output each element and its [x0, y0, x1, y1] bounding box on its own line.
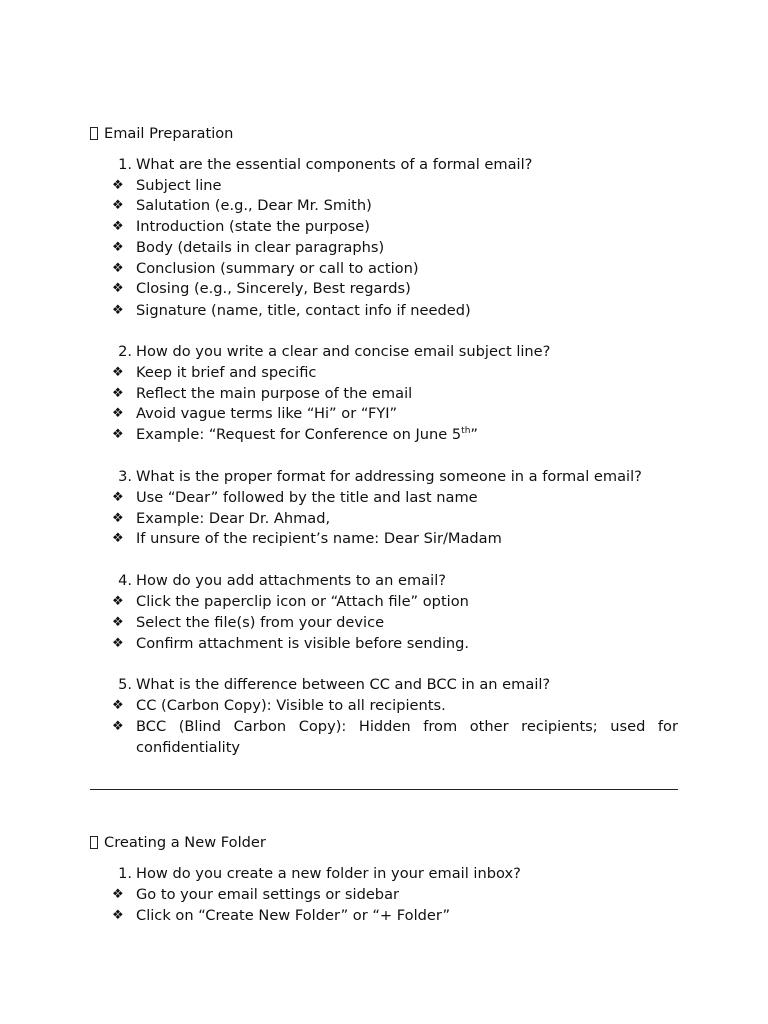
- section-title: Email Preparation: [104, 125, 234, 142]
- list-item-text: Keep it brief and specific: [136, 364, 317, 381]
- question-2: [112, 341, 678, 362]
- list-item: [112, 487, 678, 508]
- closing-quote: ”: [470, 426, 478, 443]
- list-item-text: Go to your email settings or sidebar: [136, 886, 400, 903]
- list-item-text: Avoid vague terms like “Hi” or “FYI”: [136, 405, 398, 422]
- list-item: [112, 175, 678, 196]
- list-item-text: Signature (name, title, contact info if needed): [136, 302, 471, 319]
- diamond-bullet-icon: ❖: [112, 219, 124, 234]
- diamond-bullet-icon: ❖: [112, 719, 124, 734]
- diamond-bullet-icon: ❖: [112, 908, 124, 923]
- list-item: [112, 403, 678, 424]
- word: from: [423, 718, 458, 735]
- diamond-bullet-icon: ❖: [112, 427, 124, 442]
- question-3: [112, 466, 678, 487]
- list-item: [112, 528, 678, 549]
- list-item: [112, 237, 678, 258]
- diamond-bullet-icon: ❖: [112, 386, 124, 401]
- section-heading-email-preparation: [90, 123, 233, 144]
- word: for: [657, 718, 678, 735]
- section-heading-creating-new-folder: [90, 832, 266, 853]
- list-item-text: Click the paperclip icon or “Attach file” option: [136, 593, 469, 610]
- diamond-bullet-icon: ❖: [112, 178, 124, 193]
- list-item: [112, 362, 678, 383]
- list-item-text: Salutation (e.g., Dear Mr. Smith): [136, 197, 372, 214]
- list-item: [112, 216, 678, 237]
- word: Copy):: [298, 718, 347, 735]
- word: used: [610, 718, 646, 735]
- list-item-text: Click on “Create New Folder” or “+ Folder”: [136, 907, 451, 924]
- question-1: [112, 154, 678, 175]
- question-number: 1.: [118, 865, 132, 882]
- list-item: [112, 695, 678, 716]
- list-item: [112, 424, 678, 445]
- list-item: [112, 905, 678, 926]
- diamond-bullet-icon: ❖: [112, 490, 124, 505]
- question-number: 2.: [118, 343, 132, 360]
- question-number: 1.: [118, 156, 132, 173]
- word: recipients;: [521, 718, 598, 735]
- list-item-text: Reflect the main purpose of the email: [136, 385, 413, 402]
- ordinal-superscript: th: [461, 426, 471, 436]
- diamond-bullet-icon: ❖: [112, 887, 124, 902]
- question-text: What is the difference between CC and BCC in an email?: [136, 676, 551, 693]
- list-item-text: Use “Dear” followed by the title and last name: [136, 489, 478, 506]
- diamond-bullet-icon: ❖: [112, 303, 124, 318]
- question-text: How do you write a clear and concise email subject line?: [136, 343, 551, 360]
- diamond-bullet-icon: ❖: [112, 281, 124, 296]
- list-item-text-justified: [136, 716, 678, 737]
- list-item: [112, 884, 678, 905]
- list-item-text: Body (details in clear paragraphs): [136, 239, 385, 256]
- word: (Blind: [178, 718, 222, 735]
- diamond-bullet-icon: ❖: [112, 698, 124, 713]
- list-item: [112, 278, 678, 299]
- list-item: [112, 258, 678, 279]
- list-item-text: Example: Dear Dr. Ahmad,: [136, 510, 331, 527]
- diamond-bullet-icon: ❖: [112, 615, 124, 630]
- list-item: [112, 633, 678, 654]
- word: Carbon: [233, 718, 287, 735]
- question-number: 4.: [118, 572, 132, 589]
- example-text: Example: “Request for Conference on June 5: [136, 426, 462, 443]
- list-item-text: If unsure of the recipient’s name: Dear Sir/Madam: [136, 530, 502, 547]
- word: BCC: [136, 718, 167, 735]
- diamond-bullet-icon: ❖: [112, 261, 124, 276]
- list-item-text: Closing (e.g., Sincerely, Best regards): [136, 280, 411, 297]
- question-number: 5.: [118, 676, 132, 693]
- question-1: [112, 863, 678, 884]
- question-5: [112, 674, 678, 695]
- list-item-text: confidentiality: [136, 739, 241, 756]
- question-4: [112, 570, 678, 591]
- diamond-bullet-icon: ❖: [112, 365, 124, 380]
- diamond-bullet-icon: ❖: [112, 198, 124, 213]
- question-text: What is the proper format for addressing someone in a formal email?: [136, 468, 642, 485]
- list-item-text: Confirm attachment is visible before sending.: [136, 635, 470, 652]
- list-item: [112, 383, 678, 404]
- diamond-bullet-icon: ❖: [112, 594, 124, 609]
- list-item-text: Subject line: [136, 177, 222, 194]
- diamond-bullet-icon: ❖: [112, 406, 124, 421]
- question-text: How do you add attachments to an email?: [136, 572, 446, 589]
- diamond-bullet-icon: ❖: [112, 531, 124, 546]
- list-item-text: Introduction (state the purpose): [136, 218, 370, 235]
- list-item-text: Select the file(s) from your device: [136, 614, 385, 631]
- list-item: [112, 300, 678, 321]
- list-item: [112, 508, 678, 529]
- word: Hidden: [358, 718, 411, 735]
- diamond-bullet-icon: ❖: [112, 240, 124, 255]
- list-item: [112, 716, 678, 737]
- square-glyph-icon: [90, 127, 98, 140]
- list-item: [112, 612, 678, 633]
- question-number: 3.: [118, 468, 132, 485]
- list-item-text: [136, 424, 478, 445]
- list-item-continuation: [112, 737, 678, 758]
- list-item-text: CC (Carbon Copy): Visible to all recipients.: [136, 697, 446, 714]
- section-title: Creating a New Folder: [104, 834, 266, 851]
- diamond-bullet-icon: ❖: [112, 511, 124, 526]
- horizontal-divider: [90, 789, 678, 790]
- word: other: [469, 718, 509, 735]
- list-item-text: Conclusion (summary or call to action): [136, 260, 419, 277]
- question-text: How do you create a new folder in your email inbox?: [136, 865, 521, 882]
- list-item: [112, 195, 678, 216]
- diamond-bullet-icon: ❖: [112, 636, 124, 651]
- square-glyph-icon: [90, 836, 98, 849]
- question-text: What are the essential components of a formal email?: [136, 156, 533, 173]
- list-item: [112, 591, 678, 612]
